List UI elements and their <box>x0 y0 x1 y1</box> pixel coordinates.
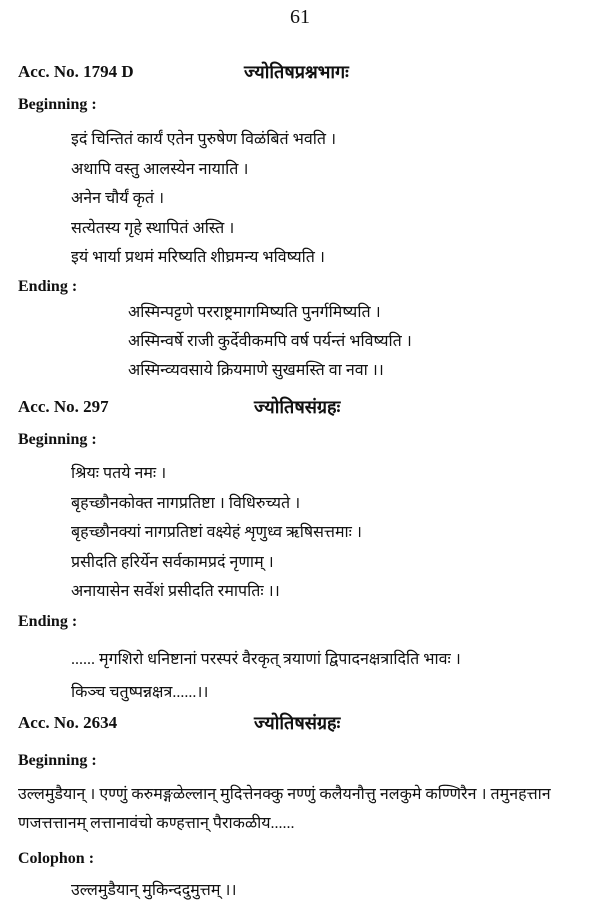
verse-line: ...... मृगशिरो धनिष्टानां परस्परं वैरकृत् त्रयाणां द्विपादनक्षत्रादिति भावः । <box>71 651 461 668</box>
verse-line: अस्मिन्वर्षे राजी कुर्देवीकमपि वर्ष पर्यन्तं भविष्यति । <box>128 333 412 350</box>
colophon-label: Colophon : <box>18 850 95 867</box>
beginning-label: Beginning : <box>18 96 97 113</box>
verse-line: अनेन चौर्यं कृतं । <box>71 190 165 207</box>
beginning-verses <box>71 125 336 273</box>
verse-line: अस्मिन्व्यवसाये क्रियमाणे सुखमस्ति वा नवा ।। <box>128 362 384 379</box>
verse-line: अथापि वस्तु आलस्येन नायाति । <box>71 160 249 178</box>
ending-verses <box>128 298 412 385</box>
colophon-verses <box>71 878 237 904</box>
entry-header <box>18 713 588 739</box>
verse-line: अनायासेन सर्वेशं प्रसीदति रमापतिः ।। <box>71 583 280 600</box>
accession-number: Acc. No. 2634 <box>18 713 118 732</box>
verse-line: इयं भार्या प्रथमं मरिष्यति शीघ्रमन्य भविष्यति । <box>71 249 325 266</box>
verse-line: श्रियः पतये नमः । <box>71 465 167 482</box>
prose-text: उल्लमुडैयान् । एण्णुं करुमङ्गळेल्लान् मुदित्तेनक्कु नण्णुं कलैयनौत्तु नलकुमे कण्णिरैन । तमुनहत्तान णजत्तत्तानम् लत्तानावंचो कण्हत्तान् पैराकळीय...... <box>18 786 551 832</box>
entry-title: ज्योतिषसंग्रहः <box>254 397 341 417</box>
verse-line: बृहच्छौनक्यां नागप्रतिष्टां वक्ष्येहं शृणुध्व ऋषिसत्तमाः । <box>71 524 362 541</box>
ending-label: Ending : <box>18 613 78 630</box>
verse-line: बृहच्छौनकोक्त नागप्रतिष्टा । विधिरुच्यते । <box>71 494 301 512</box>
verse-line: किञ्च चतुष्पन्नक्षत्र......।। <box>71 684 209 701</box>
beginning-text <box>18 780 590 838</box>
beginning-label: Beginning : <box>18 431 97 448</box>
page-number: 61 <box>290 6 310 28</box>
verse-line: इदं चिन्तितं कार्यं एतेन पुरुषेण विळंबितं भवति । <box>71 131 337 148</box>
accession-number: Acc. No. 297 <box>18 397 109 416</box>
ending-verses <box>71 643 591 709</box>
entry-title: ज्योतिषप्रश्नभागः <box>244 62 349 82</box>
entry-title: ज्योतिषसंग्रहः <box>254 713 341 733</box>
ending-label: Ending : <box>18 278 78 295</box>
verse-line: उल्लमुडैयान् मुकिन्ददुमुत्तम् ।। <box>71 882 237 899</box>
beginning-verses <box>71 459 362 607</box>
verse-line: सत्येतस्य गृहे स्थापितं अस्ति । <box>71 219 235 237</box>
beginning-label: Beginning : <box>18 752 97 769</box>
accession-number: Acc. No. 1794 D <box>18 62 134 81</box>
verse-line: अस्मिन्पट्टणे परराष्ट्रमागमिष्यति पुनर्गमिष्यति । <box>128 304 381 321</box>
entry-header <box>18 397 588 423</box>
entry-header <box>18 62 588 88</box>
verse-line: प्रसीदति हरिर्येन सर्वकामप्रदं नृणाम् । <box>71 553 274 571</box>
